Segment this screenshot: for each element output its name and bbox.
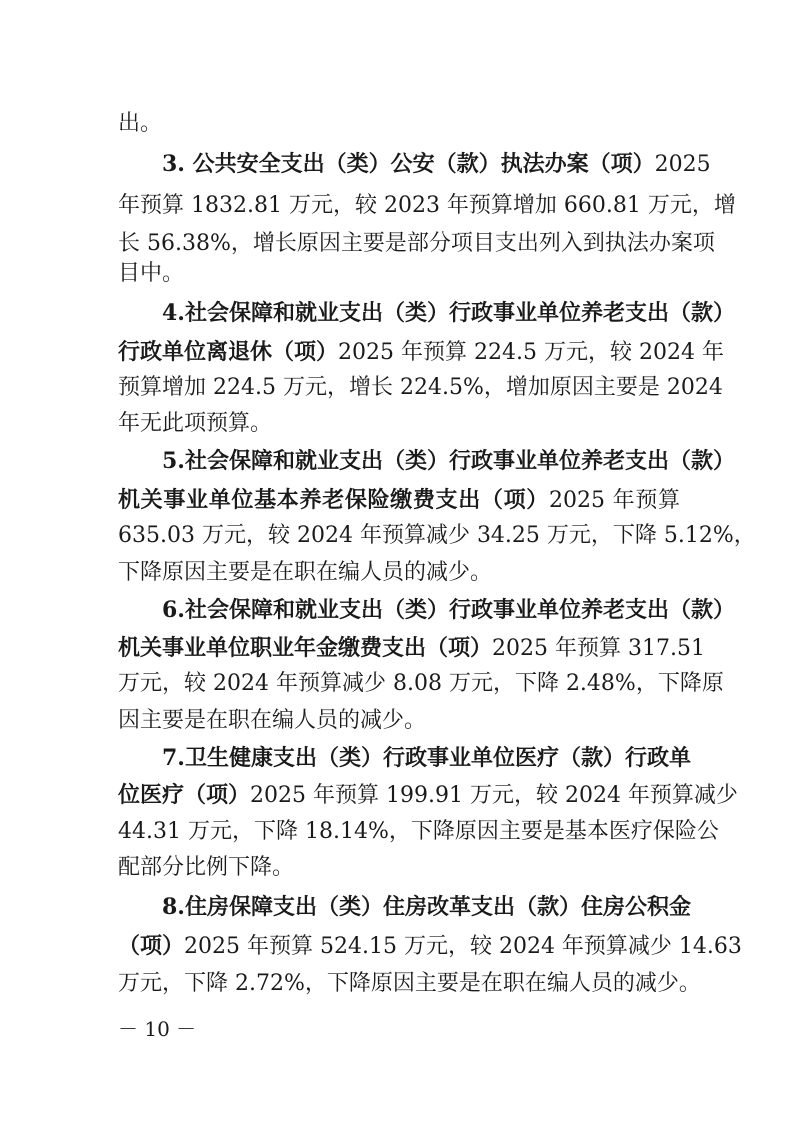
text-line [118,779,738,812]
text-line [118,557,680,589]
body-text: 2025 年预算 [548,488,680,513]
text-line [162,891,691,924]
body-text: 635.03 万元，较 2024 年预算减少 34.25 万元，下降 5.12%， [118,523,756,548]
bold-heading-text: 6.社会保障和就业支出（类）行政事业单位养老支出（款） [162,597,735,623]
text-line [118,336,724,369]
text-line [162,445,735,478]
bold-heading-text: （项） [118,933,185,959]
bold-heading-text: 7.卫生健康支出（类）行政事业单位医疗（款）行政单 [162,745,691,771]
body-text: 2025 年预算 224.5 万元，较 2024 年 [338,340,724,365]
body-text: 出。 [118,111,163,136]
text-line [118,408,680,440]
text-line [118,484,680,517]
page-number: － 10 － [118,1017,197,1041]
text-line [118,520,756,552]
bold-heading-text: 4.社会保障和就业支出（类）行政事业单位养老支出（款） [162,300,735,326]
bold-heading-text: 位医疗（项） [118,782,251,808]
text-line [162,742,691,775]
body-text: 万元，较 2024 年预算减少 8.08 万元，下降 2.48%，下降原 [118,671,724,696]
text-line [118,930,742,963]
text-line [118,372,723,404]
text-line [118,258,680,290]
bold-heading-text: 8.住房保障支出（类）住房改革支出（款）住房公积金 [162,894,691,920]
body-text: 配部分比例下降。 [118,855,295,880]
body-text: 2025 年预算 524.15 万元，较 2024 年预算减少 14.63 [184,934,742,959]
bold-heading-text: 行政单位离退休（项） [118,339,339,365]
text-line [118,632,705,665]
body-text: 2025 年预算 199.91 万元，较 2024 年预算减少 [250,783,738,808]
body-text: 年无此项预算。 [118,411,273,436]
text-line [118,108,680,140]
text-line [162,594,735,627]
bold-heading-text: 机关事业单位基本养老保险缴费支出（项） [118,487,549,513]
bold-heading-text: 机关事业单位职业年金缴费支出（项） [118,635,493,661]
body-text: 目中。 [118,261,185,286]
text-line [118,968,701,1000]
bold-heading-text: 3. 公共安全支出（类）公安（款）执法办案（项） [162,151,655,177]
body-text: 下降原因主要是在职在编人员的减少。 [118,560,493,585]
text-line [118,816,719,848]
body-text: 长 56.38%，增长原因主要是部分项目支出列入到执法办案项 [118,231,715,256]
body-text: 年预算 1832.81 万元，较 2023 年预算增加 660.81 万元，增 [118,193,736,218]
body-text: 因主要是在职在编人员的减少。 [118,708,427,733]
body-text: 预算增加 224.5 万元，增长 224.5%，增加原因主要是 2024 [118,375,723,400]
body-text: 2025 [654,152,711,177]
text-line [162,148,711,181]
body-text: 万元，下降 2.72%，下降原因主要是在职在编人员的减少。 [118,971,701,996]
text-line [118,190,736,222]
bold-heading-text: 5.社会保障和就业支出（类）行政事业单位养老支出（款） [162,448,735,474]
text-line [162,297,735,330]
text-line [118,705,680,737]
body-text: 44.31 万元，下降 18.14%，下降原因主要是基本医疗保险公 [118,819,719,844]
text-line [118,852,680,884]
body-text: 2025 年预算 317.51 [492,636,705,661]
text-line [118,228,715,260]
text-line [118,668,724,700]
